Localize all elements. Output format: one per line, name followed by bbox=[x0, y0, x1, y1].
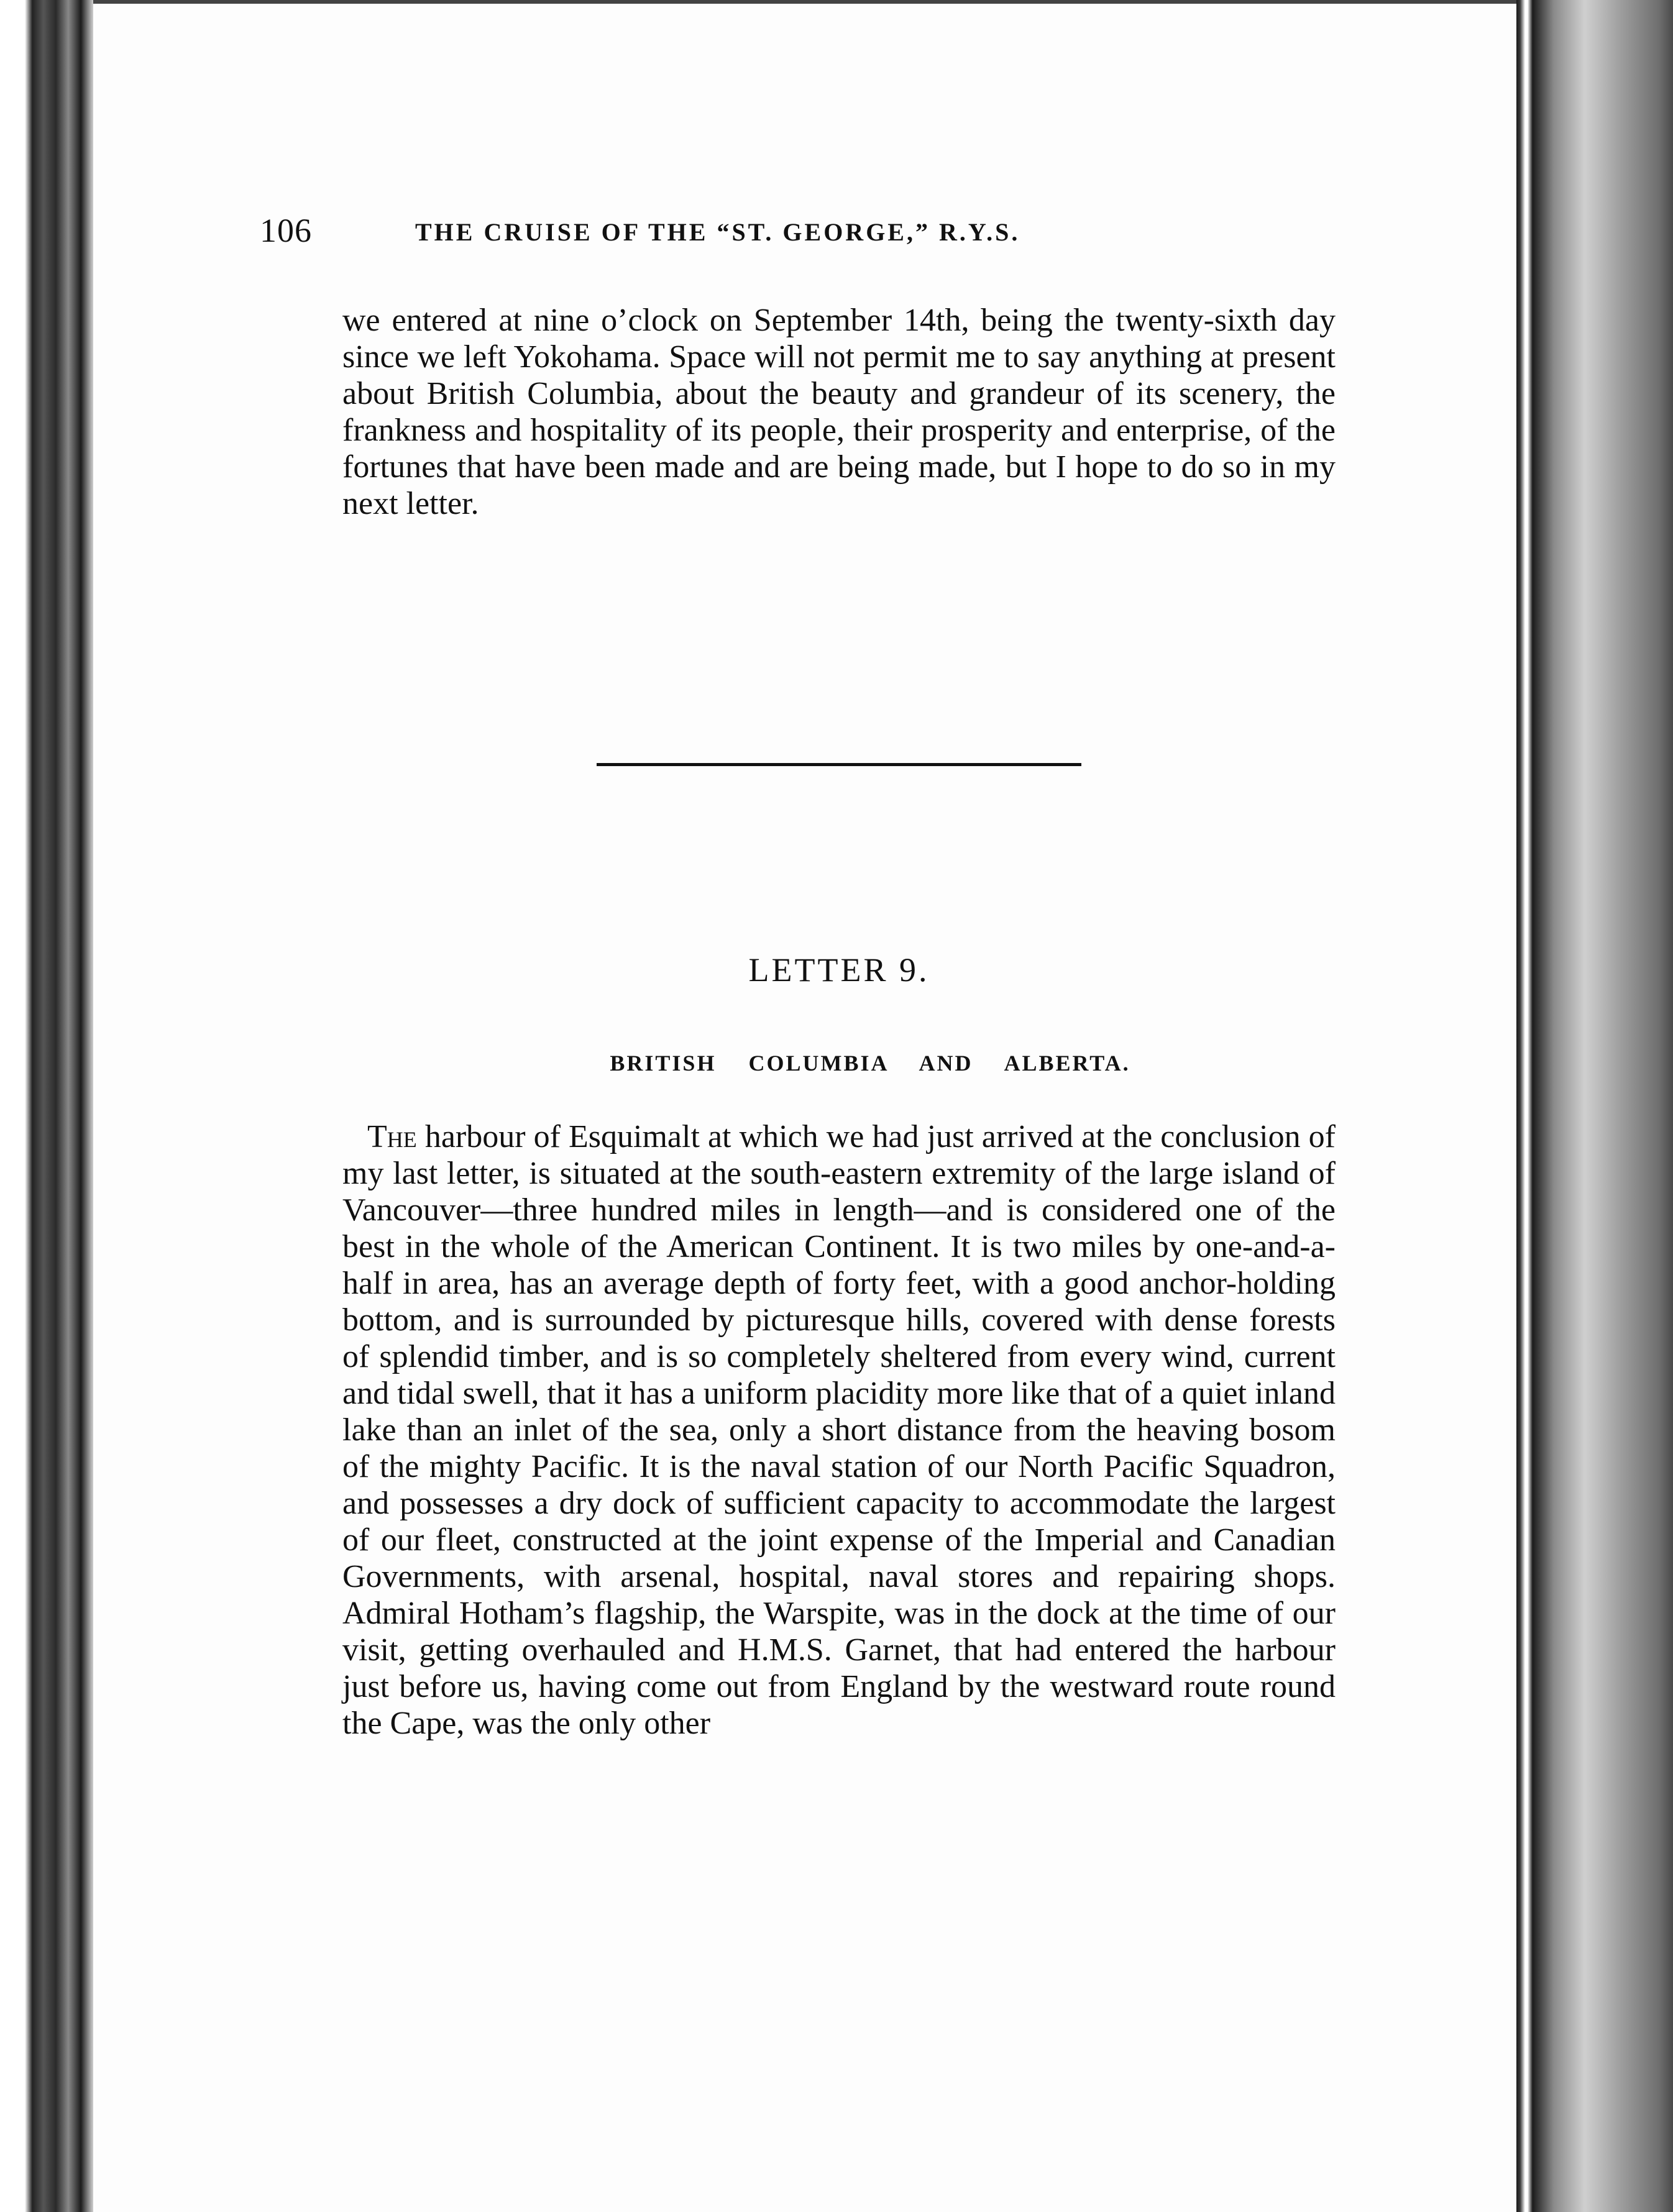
running-title: THE CRUISE OF THE “ST. GEORGE,” R.Y.S. bbox=[415, 218, 1020, 246]
scan-right-edge bbox=[1516, 0, 1673, 2212]
running-head bbox=[260, 211, 1192, 261]
opening-word: The bbox=[367, 1119, 417, 1154]
letter-heading: LETTER 9. bbox=[748, 951, 930, 989]
section-divider-rule bbox=[597, 763, 1081, 766]
page-number: 106 bbox=[260, 212, 312, 249]
continuation-paragraph: we entered at nine o’clock on September 14th, being the twenty-sixth day since we left Yokohama. Space will not permit me to say anything at present about British Columbia, about the beauty and grandeur of its scenery, the frankness and hospitality of its people, their prosperity and enterprise, of the fortunes that have been made and are being made, but I hope to do so in my next letter. bbox=[342, 303, 1336, 521]
letter-body-text: harbour of Esquimalt at which we had just arrived at the conclusion of my last letter, is situated at the south-eastern extremity of the large island of Vancouver—three hundred miles in length—and is considered one of the best in the whole of the American Continent. It is two miles by one-and-a-half in area, has an average depth of forty feet, with a good anchor-holding bottom, and is surrounded by picturesque hills, covered with dense forests of splendid timber, and is so completely sheltered from every wind, current and tidal swell, that it has a uniform placidity more like that of a quiet inland lake than an inlet of the sea, only a short distance from the heaving bosom of the mighty Pacific. It is the naval station of our North Pacific Squadron, and possesses a dry dock of sufficient capacity to accommodate the largest of our fleet, constructed at the joint expense of the Imperial and Canadian Governments, with arsenal, hospital, naval stores and repairing shops. Admiral Hotham’s flagship, the Warspite, was in the dock at the time of our visit, getting overhauled and H.M.S. Garnet, that had entered the harbour just before us, having come out from England by the westward route round the Cape, was the only other bbox=[342, 1119, 1336, 1741]
letter-paragraph bbox=[342, 1118, 1336, 1742]
scan-left-edge bbox=[0, 0, 93, 2212]
letter-subheading: BRITISH COLUMBIA AND ALBERTA. bbox=[610, 1051, 1130, 1076]
letter-body bbox=[342, 1118, 1336, 1742]
scan-top-edge bbox=[93, 0, 1516, 4]
continuation-text bbox=[342, 302, 1336, 522]
